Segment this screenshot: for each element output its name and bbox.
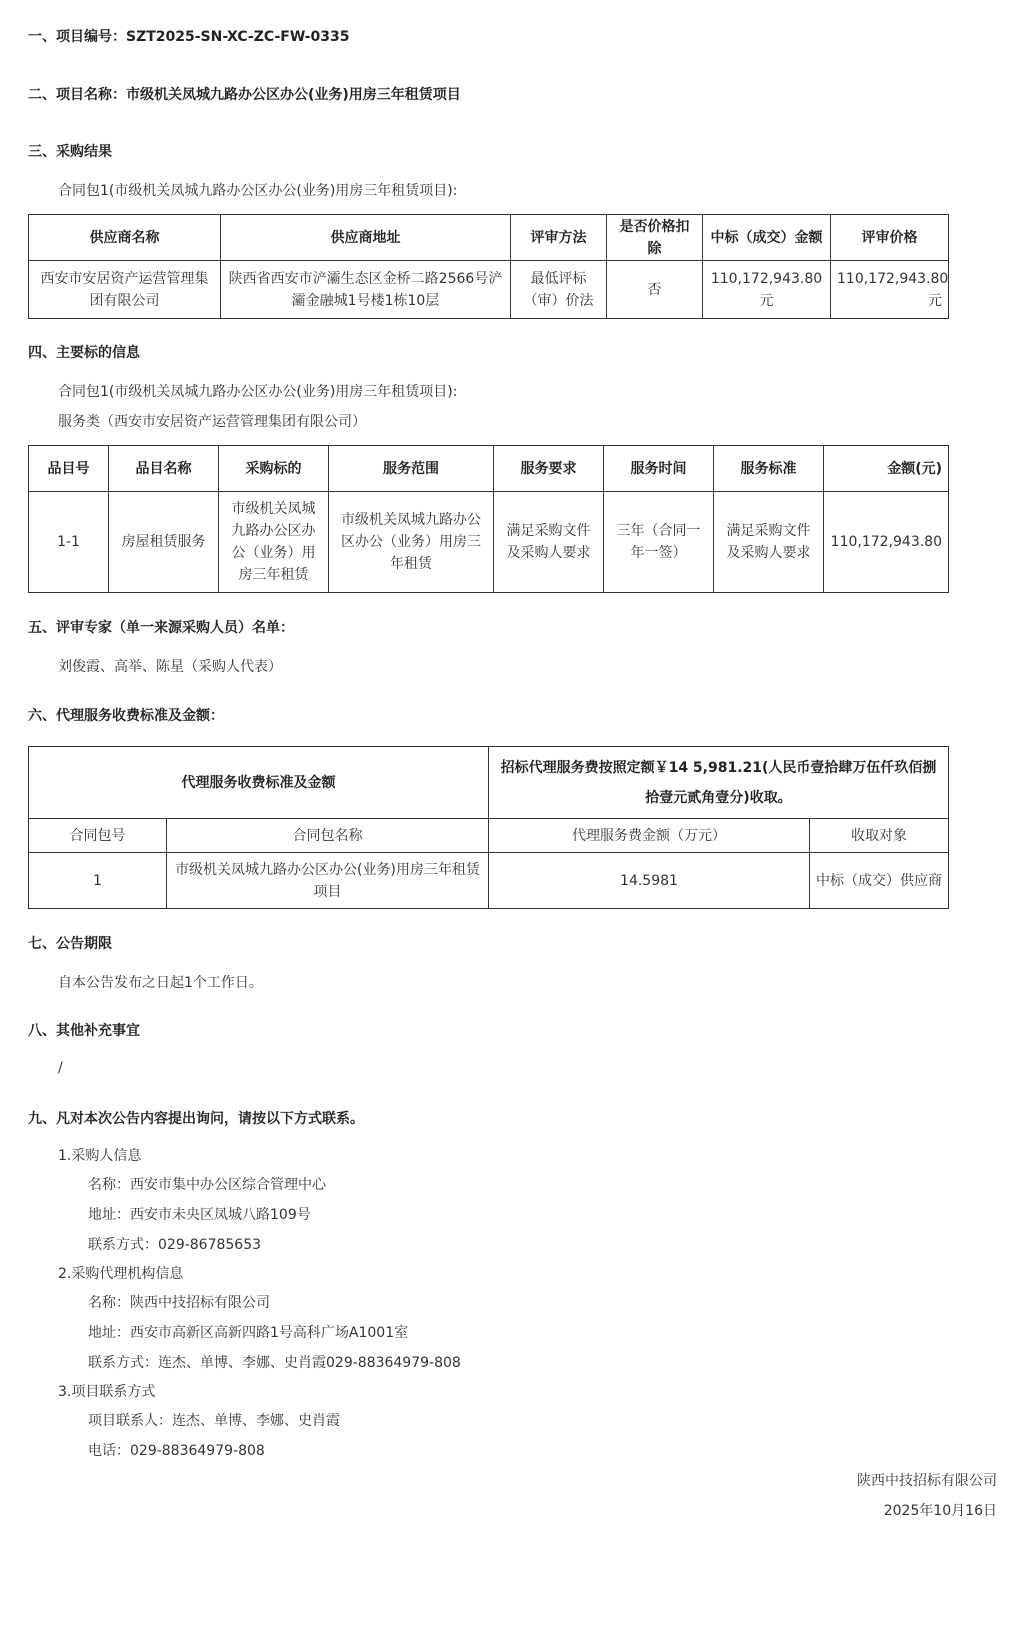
procurement-result-table (28, 214, 949, 319)
agency-address: 地址：西安市高新区高新四路1号高科广场A1001室 (88, 1325, 409, 1341)
agency-fee-table (28, 746, 949, 909)
cell-package-name: 市级机关凤城九路办公区办公(业务)用房三年租赁项目 (167, 853, 489, 909)
header-subject: 采购标的 (219, 446, 329, 492)
header-package-no: 合同包号 (29, 819, 167, 853)
cell-item-number: 1-1 (29, 492, 109, 593)
other-matters-text: / (58, 1060, 63, 1076)
footer-company: 陕西中技招标有限公司 (857, 1473, 997, 1489)
cell-service-scope: 市级机关凤城九路办公区办公（业务）用房三年租赁 (329, 492, 494, 593)
header-supplier-address: 供应商地址 (221, 215, 511, 261)
footer-date: 2025年10月16日 (883, 1503, 997, 1519)
agency-contact: 联系方式：连杰、单博、李娜、史肖霞029-88364979-808 (88, 1355, 461, 1371)
header-bid-amount: 中标（成交）金额 (703, 215, 831, 261)
service-category: 服务类（西安市安居资产运营管理集团有限公司） (58, 414, 366, 430)
fee-standard-label: 代理服务收费标准及金额 (29, 747, 489, 819)
cell-subject: 市级机关凤城九路办公区办公（业务）用房三年租赁 (219, 492, 329, 593)
purchaser-name: 名称：西安市集中办公区综合管理中心 (88, 1177, 326, 1193)
project-contact-title: 3.项目联系方式 (58, 1384, 156, 1400)
section-main-subject-heading: 四、主要标的信息 (28, 345, 140, 361)
agency-name: 名称：陕西中技招标有限公司 (88, 1295, 270, 1311)
header-service-time: 服务时间 (604, 446, 714, 492)
section-project-number (28, 26, 349, 46)
project-contact-people: 项目联系人：连杰、单博、李娜、史肖霞 (88, 1413, 340, 1429)
purchaser-address: 地址：西安市未央区凤城八路109号 (88, 1207, 311, 1223)
cell-supplier-name: 西安市安居资产运营管理集团有限公司 (29, 261, 221, 319)
section-project-name (28, 84, 461, 104)
cell-review-method: 最低评标（审）价法 (511, 261, 607, 319)
package-title-2: 合同包1(市级机关凤城九路办公区办公(业务)用房三年租赁项目): (58, 384, 458, 400)
cell-service-standard: 满足采购文件及采购人要求 (714, 492, 824, 593)
project-number-value: SZT2025-SN-XC-ZC-FW-0335 (126, 29, 350, 45)
header-item-name: 品目名称 (109, 446, 219, 492)
header-service-standard: 服务标准 (714, 446, 824, 492)
cell-package-no: 1 (29, 853, 167, 909)
table-header-row (29, 819, 949, 853)
cell-payer: 中标（成交）供应商 (810, 853, 949, 909)
purchaser-contact: 联系方式：029-86785653 (88, 1237, 262, 1253)
cell-amount: 110,172,943.80 (824, 492, 949, 593)
section-experts-heading: 五、评审专家（单一来源采购人员）名单： (28, 620, 294, 636)
cell-service-requirement: 满足采购文件及采购人要求 (494, 492, 604, 593)
project-number-label: 一、项目编号： (28, 29, 126, 45)
table-row (29, 853, 949, 909)
package-title: 合同包1(市级机关凤城九路办公区办公(业务)用房三年租赁项目): (58, 183, 458, 199)
notice-period-text: 自本公告发布之日起1个工作日。 (58, 975, 263, 991)
cell-supplier-address: 陕西省西安市浐灞生态区金桥二路2566号浐灞金融城1号楼1栋10层 (221, 261, 511, 319)
project-name-label: 二、项目名称： (28, 87, 126, 103)
header-fee-amount: 代理服务费金额（万元） (489, 819, 810, 853)
header-amount: 金额(元) (824, 446, 949, 492)
header-item-number: 品目号 (29, 446, 109, 492)
fee-standard-row (29, 747, 949, 819)
header-review-method: 评审方法 (511, 215, 607, 261)
cell-bid-amount: 110,172,943.80元 (703, 261, 831, 319)
header-supplier-name: 供应商名称 (29, 215, 221, 261)
section-contact-heading: 九、凡对本次公告内容提出询问，请按以下方式联系。 (28, 1111, 364, 1127)
cell-price-deduction: 否 (607, 261, 703, 319)
cell-item-name: 房屋租赁服务 (109, 492, 219, 593)
section-procurement-result-heading: 三、采购结果 (28, 144, 112, 160)
agency-title: 2.采购代理机构信息 (58, 1266, 184, 1282)
project-name-value: 市级机关凤城九路办公区办公(业务)用房三年租赁项目 (126, 87, 461, 103)
cell-service-time: 三年（合同一年一签） (604, 492, 714, 593)
section-other-matters-heading: 八、其他补充事宜 (28, 1023, 140, 1039)
fee-standard-desc: 招标代理服务费按照定额￥14 5,981.21(人民币壹拾肆万伍仟玖佰捌拾壹元贰角壹分)收取。 (489, 747, 949, 819)
header-package-name: 合同包名称 (167, 819, 489, 853)
table-row (29, 492, 949, 593)
experts-names: 刘俊霞、高举、陈星（采购人代表） (58, 659, 282, 675)
section-agency-fee-heading: 六、代理服务收费标准及金额： (28, 708, 224, 724)
table-header-row (29, 446, 949, 492)
header-payer: 收取对象 (810, 819, 949, 853)
header-service-scope: 服务范围 (329, 446, 494, 492)
section-notice-period-heading: 七、公告期限 (28, 936, 112, 952)
header-service-requirement: 服务要求 (494, 446, 604, 492)
main-subject-table (28, 445, 949, 593)
table-row (29, 261, 949, 319)
cell-fee-amount: 14.5981 (489, 853, 810, 909)
header-price-deduction: 是否价格扣除 (607, 215, 703, 261)
header-review-price: 评审价格 (831, 215, 949, 261)
cell-review-price: 110,172,943.80元 (831, 261, 949, 319)
purchaser-title: 1.采购人信息 (58, 1148, 142, 1164)
table-header-row (29, 215, 949, 261)
project-contact-phone: 电话：029-88364979-808 (88, 1443, 265, 1459)
